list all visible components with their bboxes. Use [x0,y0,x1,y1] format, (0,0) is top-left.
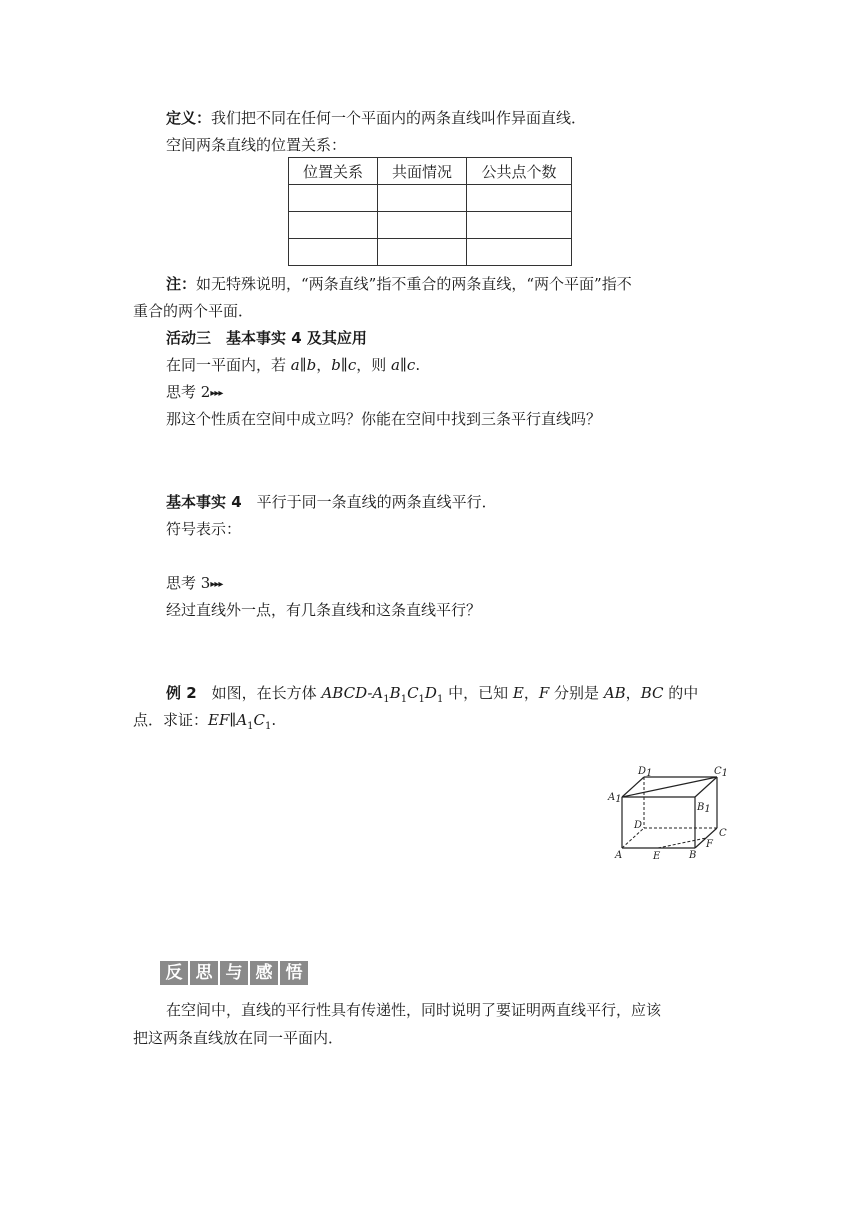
example2-line-1 [166,683,698,710]
math-var: A [236,711,248,729]
math-var: D [424,684,437,702]
parallel-symbol: ∥ [229,711,237,729]
table-row [289,239,572,266]
banner-char: 悟 [280,961,308,985]
note-label: 注： [166,275,197,293]
var-b: b [331,356,341,374]
label-c1: C1 [714,766,729,779]
segment-ef-hidden [658,838,706,848]
example2-text: 如图，在长方体 [211,684,322,702]
fact4-text: 平行于同一条直线的两条直线平行． [256,493,497,511]
parallel-symbol: ∥ [399,356,407,374]
edge-b1c1 [695,777,717,797]
label-b1: B1 [697,802,711,815]
activity3-title: 活动三 基本事实 4 及其应用 [166,329,367,347]
banner-char: 思 [190,961,218,985]
label-a1: A1 [608,792,622,805]
math-var: C [407,684,419,702]
table-header-row [289,158,572,185]
math-var: EF [208,711,230,729]
reflection-banner [160,961,308,985]
reflection-line-1: 在空间中，直线的平行性具有传递性，同时说明了要证明两直线平行，应该 [166,1001,662,1019]
math-var: B [389,684,401,702]
label-a: A [615,850,623,861]
note-line-1 [166,274,632,294]
table-cell [467,185,572,212]
label-d1: D1 [638,766,653,779]
table-row [289,212,572,239]
subscript: 1 [265,721,272,732]
table-cell [467,212,572,239]
table-cell [378,185,467,212]
table-cell [289,239,378,266]
separator: ，则 [356,356,392,374]
edge-ad-hidden [622,828,644,848]
definition-label: 定义： [166,109,212,127]
example2-text: 分别是 [549,684,604,702]
math-var: C [253,711,266,729]
plane-fact-pre: 在同一平面内，若 [166,356,291,374]
banner-char: 与 [220,961,248,985]
edge-a1d1 [622,777,644,797]
banner-char: 反 [160,961,188,985]
table-cell [289,212,378,239]
subscript: 1 [400,694,408,705]
period: . [271,711,277,729]
definition-line [166,108,586,128]
cuboid-figure [600,760,740,865]
example2-text: 的中 [663,684,699,702]
example2-label: 例 2 [166,684,197,702]
math-var: ABCD-A [321,684,384,702]
math-var: AB [603,684,626,702]
table-cell [289,185,378,212]
arrow-icon: ▸▸▸ [210,579,223,590]
table-cell [378,212,467,239]
reflection-line-2: 把这两条直线放在同一平面内． [133,1029,344,1047]
parallel-symbol: ∥ [299,356,307,374]
var-b: b [306,356,317,374]
separator: ， [625,684,641,702]
separator: ， [523,684,539,702]
subscript: 1 [418,694,425,705]
label-b: B [689,850,697,861]
think3-label: 思考 3 [166,574,211,592]
subscript: 1 [383,694,390,705]
label-c: C [719,828,727,839]
relation-intro: 空间两条直线的位置关系： [166,136,347,154]
definition-text: 我们把不同在任何一个平面内的两条直线叫作异面直线． [211,109,587,127]
table-row [289,185,572,212]
note-text-1: 如无特殊说明，“两条直线”指不重合的两条直线，“两个平面”指不 [196,275,632,293]
separator: ， [316,356,332,374]
think2-heading [166,382,222,405]
fact4-label: 基本事实 4 [166,493,242,511]
label-d: D [634,820,643,831]
arrow-icon: ▸▸▸ [210,388,223,399]
think2-question: 那这个性质在空间中成立吗？你能在空间中找到三条平行直线吗？ [166,410,602,428]
table-cell [378,239,467,266]
example2-text: 点．求证： [133,711,209,729]
var-c: c [406,356,416,374]
plane-fact [166,355,420,375]
diagonal-a1c1 [622,777,717,797]
think3-question: 经过直线外一点，有几条直线和这条直线平行？ [166,601,482,619]
subscript: 1 [247,721,254,732]
label-e: E [653,851,661,862]
banner-char: 感 [250,961,278,985]
example2-text: 中，已知 [443,684,513,702]
table-header: 公共点个数 [467,158,572,185]
think2-label: 思考 2 [166,383,211,401]
parallel-symbol: ∥ [340,356,348,374]
math-var: E [512,684,524,702]
note-line-2: 重合的两个平面． [133,302,254,320]
table-header: 共面情况 [378,158,467,185]
think3-heading [166,573,222,596]
subscript: 1 [436,694,444,705]
example2-line-2 [133,710,276,737]
fact4-line [166,492,497,512]
math-var: F [538,684,550,702]
period: . [415,356,421,374]
table-cell [467,239,572,266]
var-a: a [391,356,400,374]
label-f: F [706,839,713,850]
table-header: 位置关系 [289,158,378,185]
relation-table [288,157,572,266]
var-a: a [290,356,300,374]
var-c: c [347,356,357,374]
math-var: BC [640,684,664,702]
symbol-label: 符号表示： [166,520,242,538]
